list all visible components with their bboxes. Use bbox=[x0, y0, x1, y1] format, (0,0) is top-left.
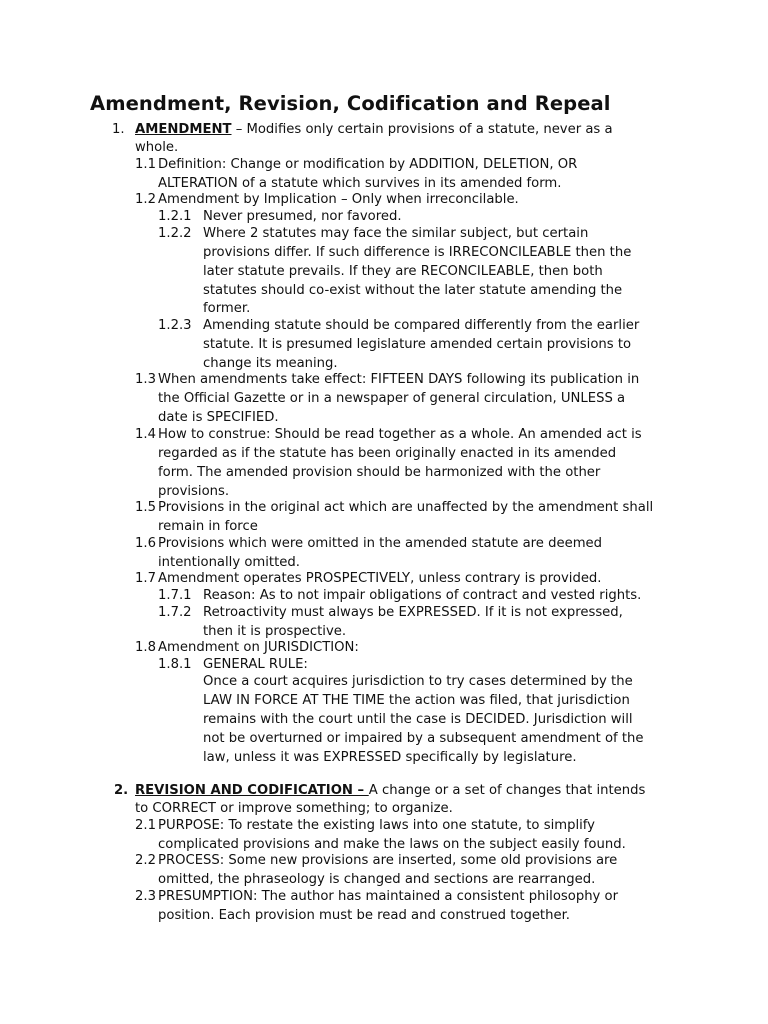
subitem-line: then it is prospective. bbox=[203, 624, 347, 639]
item-number: 2.3 bbox=[135, 889, 156, 904]
item-line: remain in force bbox=[158, 519, 258, 534]
subitem-line: change its meaning. bbox=[203, 356, 338, 371]
item-line: date is SPECIFIED. bbox=[158, 410, 279, 425]
item-line: Amendment operates PROSPECTIVELY, unless contrary is provided. bbox=[158, 571, 602, 586]
subitem-number: 1.2.1 bbox=[158, 209, 192, 224]
subitem-number: 1.8.1 bbox=[158, 657, 192, 672]
subitem-line: provisions differ. If such difference is IRRECONCILEABLE then the bbox=[203, 245, 632, 260]
item-line: position. Each provision must be read and construed together. bbox=[158, 908, 570, 923]
section-intro-line: REVISION AND CODIFICATION – A change or a set of changes that intends bbox=[135, 783, 646, 798]
item-number: 1.3 bbox=[135, 372, 156, 387]
document-title: Amendment, Revision, Codification and Repeal bbox=[90, 92, 611, 115]
subitem-line: former. bbox=[203, 301, 251, 316]
subitem-line: Never presumed, nor favored. bbox=[203, 209, 402, 224]
subitem-line: not be overturned or impaired by a subsequent amendment of the bbox=[203, 731, 644, 746]
section-intro-line: AMENDMENT – Modifies only certain provisions of a statute, never as a bbox=[135, 122, 613, 137]
item-line: Amendment on JURISDICTION: bbox=[158, 640, 359, 655]
item-line: the Official Gazette or in a newspaper of general circulation, UNLESS a bbox=[158, 391, 626, 406]
section-intro-line: to CORRECT or improve something; to organize. bbox=[135, 801, 453, 816]
subitem-line: remains with the court until the case is DECIDED. Jurisdiction will bbox=[203, 712, 633, 727]
subitem-line: statute. It is presumed legislature amended certain provisions to bbox=[203, 337, 632, 352]
item-number: 2.2 bbox=[135, 853, 156, 868]
item-number: 1.5 bbox=[135, 500, 156, 515]
item-number: 1.4 bbox=[135, 427, 156, 442]
item-number: 1.2 bbox=[135, 192, 156, 207]
item-number: 1.1 bbox=[135, 157, 156, 172]
subitem-line: Amending statute should be compared differently from the earlier bbox=[203, 318, 640, 333]
item-line: When amendments take effect: FIFTEEN DAYS following its publication in bbox=[158, 372, 640, 387]
item-number: 1.7 bbox=[135, 571, 156, 586]
item-line: provisions. bbox=[158, 484, 230, 499]
item-line: Provisions which were omitted in the amended statute are deemed bbox=[158, 536, 603, 551]
subitem-line: statutes should co-exist without the later statute amending the bbox=[203, 283, 623, 298]
section-number: 2. bbox=[114, 783, 129, 798]
item-line: regarded as if the statute has been originally enacted in its amended bbox=[158, 446, 617, 461]
subitem-line: Once a court acquires jurisdiction to try cases determined by the bbox=[203, 674, 633, 689]
item-line: PROCESS: Some new provisions are inserted, some old provisions are bbox=[158, 853, 618, 868]
subitem-number: 1.2.3 bbox=[158, 318, 192, 333]
subitem-line: GENERAL RULE: bbox=[203, 657, 308, 672]
subitem-line: law, unless it was EXPRESSED specifically by legislature. bbox=[203, 750, 577, 765]
subitem-line: later statute prevails. If they are RECONCILEABLE, then both bbox=[203, 264, 603, 279]
subitem-line: Where 2 statutes may face the similar subject, but certain bbox=[203, 226, 589, 241]
subitem-line: Retroactivity must always be EXPRESSED. If it is not expressed, bbox=[203, 605, 623, 620]
item-line: complicated provisions and make the laws on the subject easily found. bbox=[158, 837, 626, 852]
item-line: Provisions in the original act which are unaffected by the amendment shall bbox=[158, 500, 654, 515]
item-line: ALTERATION of a statute which survives in its amended form. bbox=[158, 176, 562, 191]
section-heading-amendment: AMENDMENT bbox=[135, 122, 232, 137]
item-number: 2.1 bbox=[135, 818, 156, 833]
section-intro-line: whole. bbox=[135, 140, 179, 155]
item-line: PRESUMPTION: The author has maintained a consistent philosophy or bbox=[158, 889, 619, 904]
item-line: Definition: Change or modification by ADDITION, DELETION, OR bbox=[158, 157, 578, 172]
item-line: Amendment by Implication – Only when irreconcilable. bbox=[158, 192, 519, 207]
item-number: 1.8 bbox=[135, 640, 156, 655]
item-line: PURPOSE: To restate the existing laws into one statute, to simplify bbox=[158, 818, 595, 833]
subitem-line: LAW IN FORCE AT THE TIME the action was filed, that jurisdiction bbox=[203, 693, 630, 708]
item-line: How to construe: Should be read together as a whole. An amended act is bbox=[158, 427, 642, 442]
item-line: form. The amended provision should be harmonized with the other bbox=[158, 465, 601, 480]
subitem-line: Reason: As to not impair obligations of contract and vested rights. bbox=[203, 588, 642, 603]
section-number: 1. bbox=[112, 122, 125, 137]
item-line: omitted, the phraseology is changed and sections are rearranged. bbox=[158, 872, 596, 887]
subitem-number: 1.7.2 bbox=[158, 605, 192, 620]
section-heading-revision: REVISION AND CODIFICATION – bbox=[135, 783, 369, 798]
subitem-number: 1.7.1 bbox=[158, 588, 192, 603]
item-line: intentionally omitted. bbox=[158, 555, 300, 570]
item-number: 1.6 bbox=[135, 536, 156, 551]
subitem-number: 1.2.2 bbox=[158, 226, 192, 241]
